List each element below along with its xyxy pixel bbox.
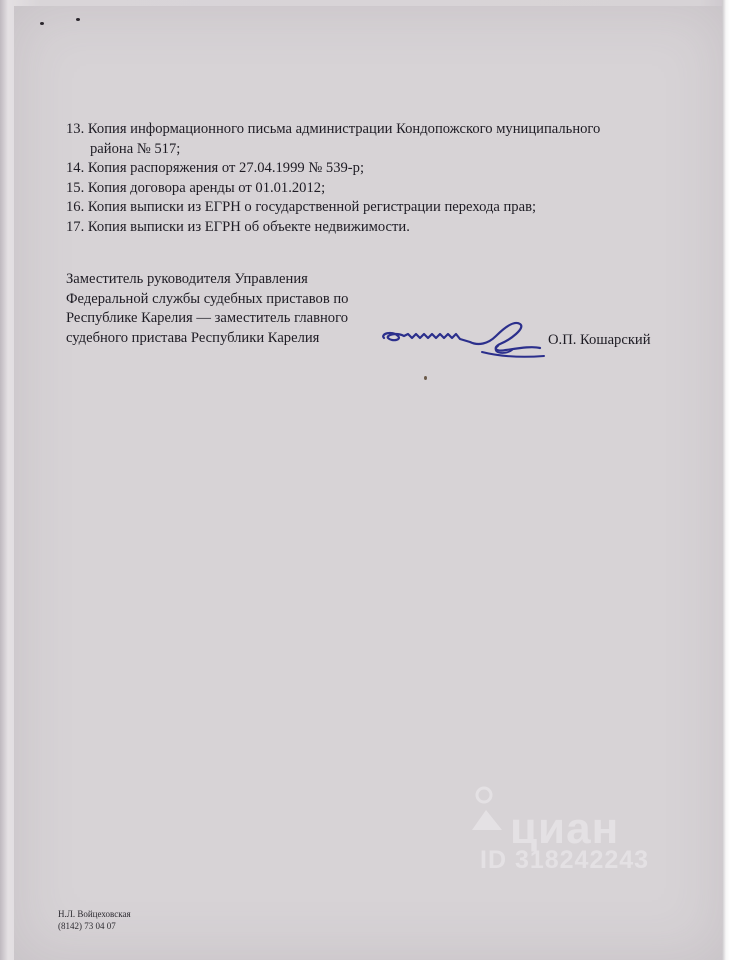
signatory-name: О.П. Кошарский xyxy=(548,332,651,348)
handwritten-signature xyxy=(378,316,548,364)
location-pin-icon xyxy=(468,786,512,838)
scan-speck xyxy=(40,22,44,25)
attachment-item-13-continuation: района № 517; xyxy=(90,140,181,157)
attachment-item-16: 16. Копия выписки из ЕГРН о государственной регистрации перехода прав; xyxy=(66,199,537,215)
position-line: Республике Карелия — заместитель главного xyxy=(66,310,348,326)
attachment-item-13: 13. Копия информационного письма администрации Кондопожского муниципального xyxy=(66,121,601,137)
signatory-position xyxy=(66,270,386,348)
scan-speck xyxy=(424,376,427,380)
executor-phone: (8142) 73 04 07 xyxy=(58,921,116,931)
executor-name: Н.Л. Войцеховская xyxy=(58,909,131,919)
attachment-item-17: 17. Копия выписки из ЕГРН об объекте недвижимости. xyxy=(66,218,410,235)
attachment-item-15: 15. Копия договора аренды от 01.01.2012; xyxy=(66,179,326,196)
position-line: судебного пристава Республики Карелия xyxy=(66,329,320,346)
executor-footer xyxy=(58,908,131,932)
position-line: Федеральной службы судебных приставов по xyxy=(66,290,349,307)
attachments-list xyxy=(66,120,666,237)
scan-speck xyxy=(76,18,80,21)
attachment-item-14: 14. Копия распоряжения от 27.04.1999 № 539-р; xyxy=(66,160,365,176)
watermark-id: ID 318242243 xyxy=(480,846,650,874)
watermark-brand: циан xyxy=(510,804,620,853)
scanner-edge xyxy=(722,0,742,960)
watermark xyxy=(440,782,680,882)
position-line: Заместитель руководителя Управления xyxy=(66,271,308,287)
